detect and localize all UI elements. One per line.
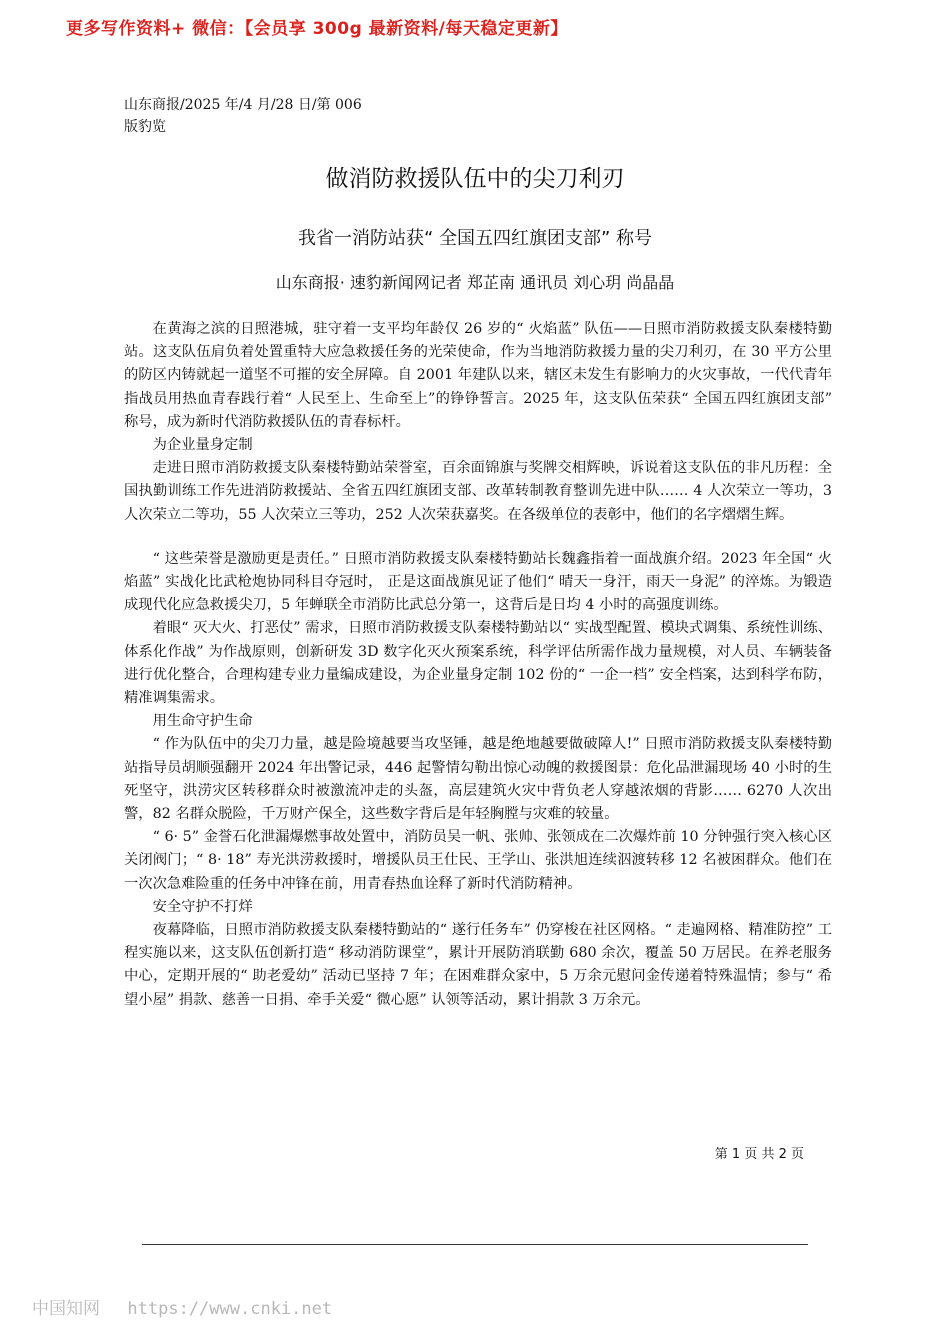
paragraph: 在黄海之滨的日照港城，驻守着一支平均年龄仅 26 岁的“ 火焰蓝” 队伍——日照市消防救援支队秦楼特勤站。这支队伍肩负着处置重特大应急救援任务的光荣使命，作为当地消防救援力量的尖刀利刃，在 30 平方公里的防区内铸就起一道坚不可摧的安全屏障。自 2001 年建队以来，辖区未发生有影响力的火灾事故，一代代青年指战员用热血青春践行着“ 人民至上、生命至上”的铮铮誓言。2025 年，这支队伍荣获“ 全国五四红旗团支部” 称号，成为新时代消防救援队伍的青春标杆。: [124, 321, 832, 430]
page-number: 第 1 页 共 2 页: [714, 1147, 804, 1162]
section-heading: 用生命守护生命: [152, 713, 253, 730]
source-info: [124, 94, 362, 138]
paragraph: 走进日照市消防救援支队秦楼特勤站荣誉室，百余面锦旗与奖牌交相辉映，诉说着这支队伍的非凡历程：全国执勤训练工作先进消防救援站、全省五四红旗团支部、改革转制教育整训先进中队…… 4 人次荣立一等功，3 人次荣立二等功，55 人次荣立三等功，252 人次荣获嘉奖。在各级单位的表彰中，他们的名字熠熠生辉。: [124, 460, 832, 523]
source-line: 山东商报/2025 年/4 月/28 日/第 006: [124, 97, 362, 113]
paragraph: “ 作为队伍中的尖刀力量，越是险境越要当攻坚锤，越是绝地越要做破障人!” 日照市消防救援支队秦楼特勤站指导员胡顺强翻开 2024 年出警记录，446 起警情勾勒出惊心动魄的救援图景：危化品泄漏现场 40 小时的生死坚守，洪涝灾区转移群众时被激流冲走的头盔，高层建筑火灾中背负老人穿越浓烟的背影…… 6270 人次出警，82 名群众脱险，千万财产保全，这些数字背后是年轻胸膛与灾难的较量。: [124, 736, 832, 823]
paragraph: 着眼“ 灭大火、打恶仗” 需求，日照市消防救援支队秦楼特勤站以“ 实战型配置、模块式调集、系统性训练、体系化作战” 为作战原则，创新研发 3D 数字化灭火预案系统，科学评估所需作战力量规模，对人员、车辆装备进行优化整合，合理构建专业力量编成建设，为企业量身定制 102 份的“ 一企一档” 安全档案，达到科学布防，精准调集需求。: [124, 620, 832, 707]
promo-banner: 更多写作资料+ 微信：【会员享 300g 最新资料/每天稳定更新】: [66, 19, 568, 39]
paragraph: “ 这些荣誉是激励更是责任。” 日照市消防救援支队秦楼特勤站长魏鑫指着一面战旗介绍。2023 年全国“ 火焰蓝” 实战化比武枪炮协同科目夺冠时， 正是这面战旗见证了他们“ 晴天一身汗，雨天一身泥” 的淬炼。为锻造成现代化应急救援尖刀，5 年蝉联全市消防比武总分第一，这背后是日均 4 小时的高强度训练。: [124, 550, 832, 614]
footer-divider: [142, 1244, 808, 1245]
paragraph: 夜幕降临，日照市消防救援支队秦楼特勤站的“ 遂行任务车” 仍穿梭在社区网格。“ 走遍网格、精准防控” 工程实施以来，这支队伍创新打造“ 移动消防课堂”，累计开展防消联勤 680 余次，覆盖 50 万居民。在养老服务中心，定期开展的“ 助老爱幼” 活动已坚持 7 年；在困难群众家中，5 万余元慰问金传递着特殊温情；参与“ 希望小屋” 捐款、慈善一日捐、牵手关爱“ 微心愿” 认领等活动，累计捐款 3 万余元。: [124, 922, 832, 1008]
article-subtitle: 我省一消防站获“ 全国五四红旗团支部” 称号: [297, 228, 653, 249]
section-heading: 为企业量身定制: [152, 437, 253, 454]
source-line: 版豹览: [124, 119, 166, 135]
watermark-name: 中国知网: [32, 1299, 100, 1319]
article-title: 做消防救援队伍中的尖刀利刃: [325, 166, 625, 192]
cnki-watermark: [32, 1294, 332, 1319]
article-byline: 山东商报· 速豹新闻网记者 郑芷南 通讯员 刘心玥 尚晶晶: [275, 273, 675, 292]
paragraph: “ 6· 5” 金誉石化泄漏爆燃事故处置中，消防员吴一帆、张帅、张领成在二次爆炸前 10 分钟强行突入核心区关闭阀门；“ 8· 18” 寿光洪涝救援时，增援队员王仕民、王学山、张洪旭连续泅渡转移 12 名被困群众。他们在一次次急难险重的任务中冲锋在前，用青春热血诠释了新时代消防精神。: [124, 829, 832, 892]
watermark-url: https://www.cnki.net: [127, 1299, 333, 1319]
article-body: [124, 318, 832, 1012]
section-heading: 安全守护不打烊: [152, 898, 253, 915]
